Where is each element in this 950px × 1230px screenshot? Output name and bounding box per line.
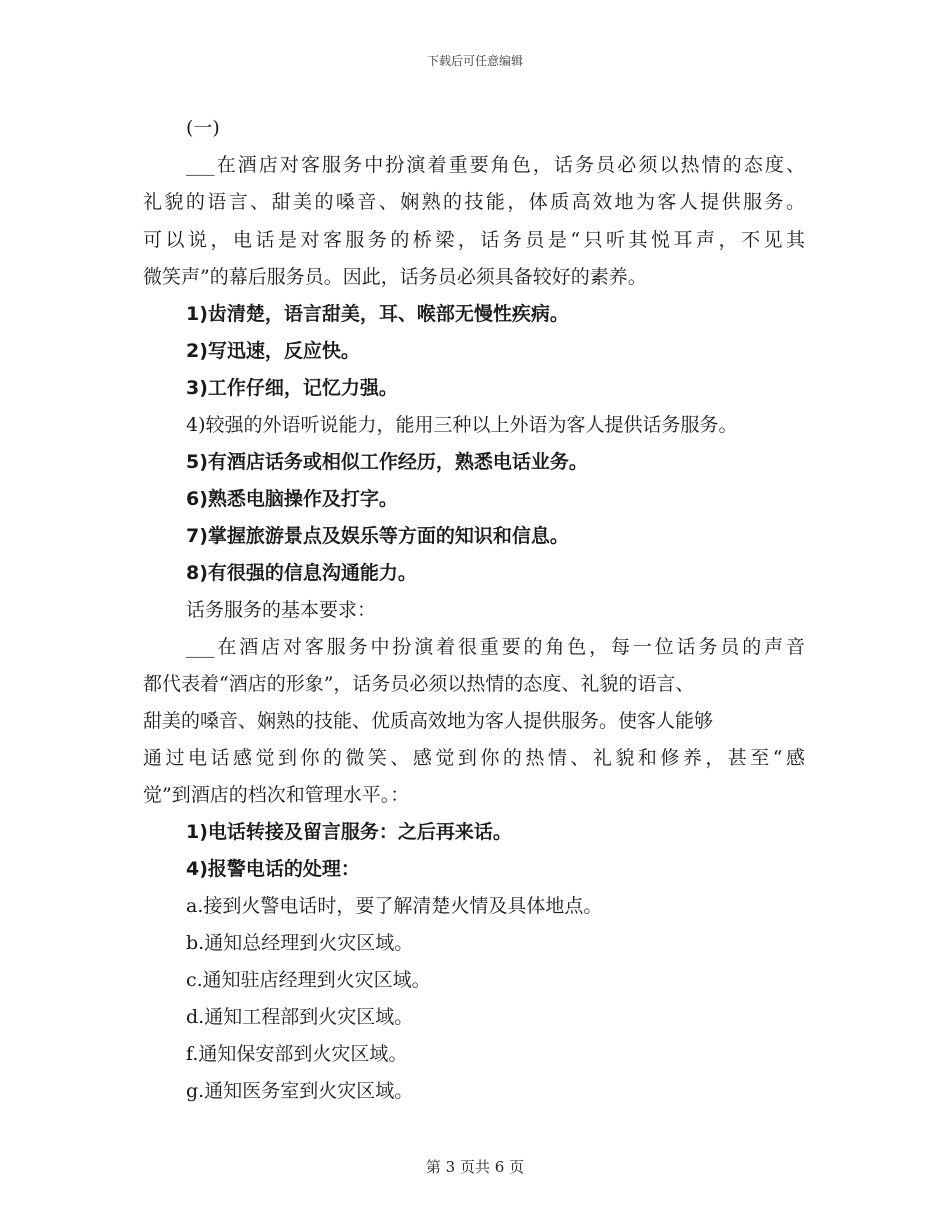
second-paragraph-line-2: 都代表着“酒店的形象”，话务员必须以热情的态度、礼貌的语言、 — [143, 673, 695, 695]
requirement-item-8: 8)有很强的信息沟通能力。 — [186, 562, 417, 584]
intro-line-3: 可以说，电话是对客服务的桥梁，话务员是“只听其悦耳声，不见其 — [143, 229, 805, 251]
requirement-item-2: 2)写迅速，反应快。 — [186, 340, 360, 362]
second-paragraph-line-4: 通过电话感觉到你的微笑、感觉到你的热情、礼貌和修养，甚至“感 — [143, 747, 805, 769]
requirement-item-4: 4)较强的外语听说能力，能用三种以上外语为客人提供话务服务。 — [186, 414, 738, 436]
alarm-step-f: f.通知保安部到火灾区域。 — [186, 1043, 408, 1065]
second-paragraph-line-3: 甜美的嗓音、娴熟的技能、优质高效地为客人提供服务。使客人能够 — [143, 710, 714, 732]
requirement-item-1: 1)齿清楚，语言甜美，耳、喉部无慢性疾病。 — [186, 303, 569, 325]
requirement-item-6: 6)熟悉电脑操作及打字。 — [186, 488, 398, 510]
page-header: 下载后可任意编辑 — [426, 54, 523, 68]
requirement-item-5: 5)有酒店话务或相似工作经历，熟悉电话业务。 — [186, 451, 588, 473]
page-footer: 第 3 页共 6 页 — [425, 1158, 525, 1176]
alarm-step-g: g.通知医务室到火灾区域。 — [186, 1080, 414, 1102]
second-paragraph-line-1: ___在酒店对客服务中扮演着很重要的角色，每一位话务员的声音 — [186, 636, 805, 658]
section-heading: (一) — [186, 117, 220, 139]
alarm-step-a: a.接到火警电话时，要了解清楚火情及具体地点。 — [186, 895, 603, 917]
intro-line-2: 礼貌的语言、甜美的嗓音、娴熟的技能，体质高效地为客人提供服务。 — [143, 191, 805, 213]
requirement-item-7: 7)掌握旅游景点及娱乐等方面的知识和信息。 — [186, 525, 569, 547]
alarm-step-d: d.通知工程部到火灾区域。 — [186, 1006, 414, 1028]
intro-line-1: ___在酒店对客服务中扮演着重要角色，话务员必须以热情的态度、 — [186, 154, 805, 176]
intro-line-4: 微笑声”的幕后服务员。因此，话务员必须具备较好的素养。 — [143, 266, 647, 288]
requirement-item-3: 3)工作仔细，记忆力强。 — [186, 377, 398, 399]
service-item: 1)电话转接及留言服务：之后再来话。 — [186, 821, 512, 843]
alarm-step-b: b.通知总经理到火灾区域。 — [186, 932, 414, 954]
basic-requirements-title: 话务服务的基本要求： — [186, 599, 377, 621]
second-paragraph-line-5: 觉”到酒店的档次和管理水平。： — [143, 784, 410, 806]
alarm-title: 4)报警电话的处理： — [186, 858, 360, 880]
alarm-step-c: c.通知驻店经理到火灾区域。 — [186, 969, 431, 991]
